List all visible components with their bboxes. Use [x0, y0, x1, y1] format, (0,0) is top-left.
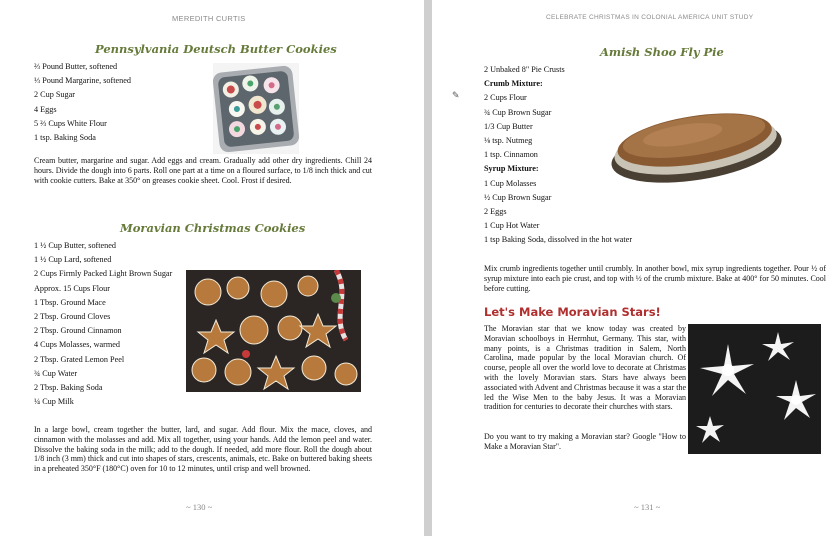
page-number-right: ~ 131 ~: [634, 502, 661, 512]
ingredient-item: Syrup Mixture:: [484, 164, 539, 174]
recipe-title-moravian-cookies: Moravian Christmas Cookies: [120, 221, 306, 235]
ingredient-item: 2 Tbsp. Grated Lemon Peel: [34, 354, 125, 364]
ingredient-item: 2 Cups Firmly Packed Light Brown Sugar: [34, 269, 173, 279]
moravian-stars-question: Do you want to try making a Moravian star? Google "How to Make a Moravian Star".: [484, 432, 686, 451]
page-gutter: [424, 0, 432, 536]
ingredient-item: 4 Cups Molasses, warmed: [34, 340, 120, 350]
ingredient-item: ¼ Cup Milk: [34, 397, 74, 407]
recipe-title-shoo-fly-pie: Amish Shoo Fly Pie: [600, 45, 724, 59]
ingredient-item: 4 Eggs: [34, 104, 57, 114]
moravian-stars-image: [688, 324, 821, 454]
ingredient-item: 2 Cup Sugar: [34, 90, 75, 100]
ingredient-item: ⅓ Pound Margarine, softened: [34, 76, 131, 86]
directions-moravian-cookies: In a large bowl, cream together the butter, lard, and sugar. Add flour. Mix the mace, cloves, and cinnamon with the molasses and add. Mix all together, using your hands. Add the lemon peel and water. Dissolve the baking soda in the milk; add to the dough. If needed, add more flour. Roll the dough about 1/8 inch (3 mm) thick and cut into shapes of stars, crescents, animals, etc. Bake on buttered baking sheets in a preheated 350°F (180°C) oven for 10 to 12 minutes, until crisp and well browned.: [34, 425, 372, 474]
directions-butter-cookies: Cream butter, margarine and sugar. Add eggs and cream. Gradually add other dry ingredients. Chill 24 hours. Divide the dough into 6 parts. Roll one part at a time on a floured surface, to 1/8 inch thick and cut with cookie cutters. Bake at 350° on greases cookie sheet. Cool. Frost if desired.: [34, 156, 372, 185]
gingerbread-cookies-image: [186, 270, 361, 392]
ingredient-item: 2 Tbsp. Ground Cloves: [34, 312, 111, 322]
ingredient-item: 1 ½ Cup Butter, softened: [34, 241, 116, 250]
ingredient-item: 1/3 Cup Butter: [484, 121, 533, 131]
ingredient-item: 5 ⅔ Cups White Flour: [34, 118, 107, 128]
ingredient-item: ¾ Cup Brown Sugar: [484, 107, 552, 117]
running-head-author: MEREDITH CURTIS: [172, 14, 246, 23]
shoo-fly-pie-image: [602, 90, 788, 194]
ingredient-item: 1 Tbsp. Ground Mace: [34, 297, 106, 307]
ingredient-item: 1 tsp. Baking Soda: [34, 133, 96, 143]
ingredient-list-moravian-cookies: [34, 239, 172, 409]
ingredient-item: ⅔ Pound Butter, softened: [34, 62, 118, 71]
ingredient-item: 1 ½ Cup Lard, softened: [34, 255, 112, 265]
ingredient-item: ⅛ tsp. Nutmeg: [484, 136, 533, 146]
ingredient-item: ½ Cup Brown Sugar: [484, 192, 552, 202]
ingredient-item: Crumb Mixture:: [484, 79, 543, 89]
ingredient-item: ¾ Cup Water: [34, 368, 78, 378]
ingredient-item: 2 Eggs: [484, 207, 507, 217]
ingredient-list-butter-cookies: [34, 60, 131, 145]
ingredient-item: 2 Tbsp. Baking Soda: [34, 383, 103, 393]
page-number-left: ~ 130 ~: [186, 502, 213, 512]
ingredient-item: 2 Cups Flour: [484, 93, 527, 103]
page-131: [432, 0, 840, 536]
ingredient-item: 2 Tbsp. Ground Cinnamon: [34, 326, 122, 336]
moravian-stars-body: The Moravian star that we know today was created by Moravian schoolboys in Herrnhut, Germany. This star, with many points, is a Christmas tradition in Salem, North Carolina, made popular by the local Moravian church. Of course, people all over the world love to decorate at Christmas with the lovely Moravian stars. Stars have always been associated with Advent and Christmas because it was a star the led the Wise Men to the baby Jesus. It was a Moravian tradition for centuries to decorate their churches with stars.: [484, 324, 686, 412]
running-head-title: CELEBRATE CHRISTMAS IN COLONIAL AMERICA UNIT STUDY: [546, 14, 754, 21]
edit-marker-icon: ✎: [452, 90, 460, 100]
ingredient-item: 1 tsp. Cinnamon: [484, 150, 538, 160]
recipe-title-butter-cookies: Pennsylvania Deutsch Butter Cookies: [95, 42, 337, 56]
ingredient-item: 1 Cup Hot Water: [484, 221, 540, 231]
section-title-moravian-stars: Let's Make Moravian Stars!: [484, 305, 661, 319]
ingredient-item: 1 Cup Molasses: [484, 178, 537, 188]
ingredient-item: 2 Unbaked 8" Pie Crusts: [484, 65, 565, 74]
directions-shoo-fly-pie: Mix crumb ingredients together until crumbly. In another bowl, mix syrup ingredients together. Pour ½ of syrup mixture into each pie crust, and top with ½ of the crumb mixture. Bake at 400° for 50 minutes. Cool before cutting.: [484, 264, 826, 293]
ingredient-item: Approx. 15 Cups Flour: [34, 283, 110, 293]
cookie-tin-image: [213, 63, 299, 154]
ingredient-item: 1 tsp Baking Soda, dissolved in the hot water: [484, 235, 633, 245]
